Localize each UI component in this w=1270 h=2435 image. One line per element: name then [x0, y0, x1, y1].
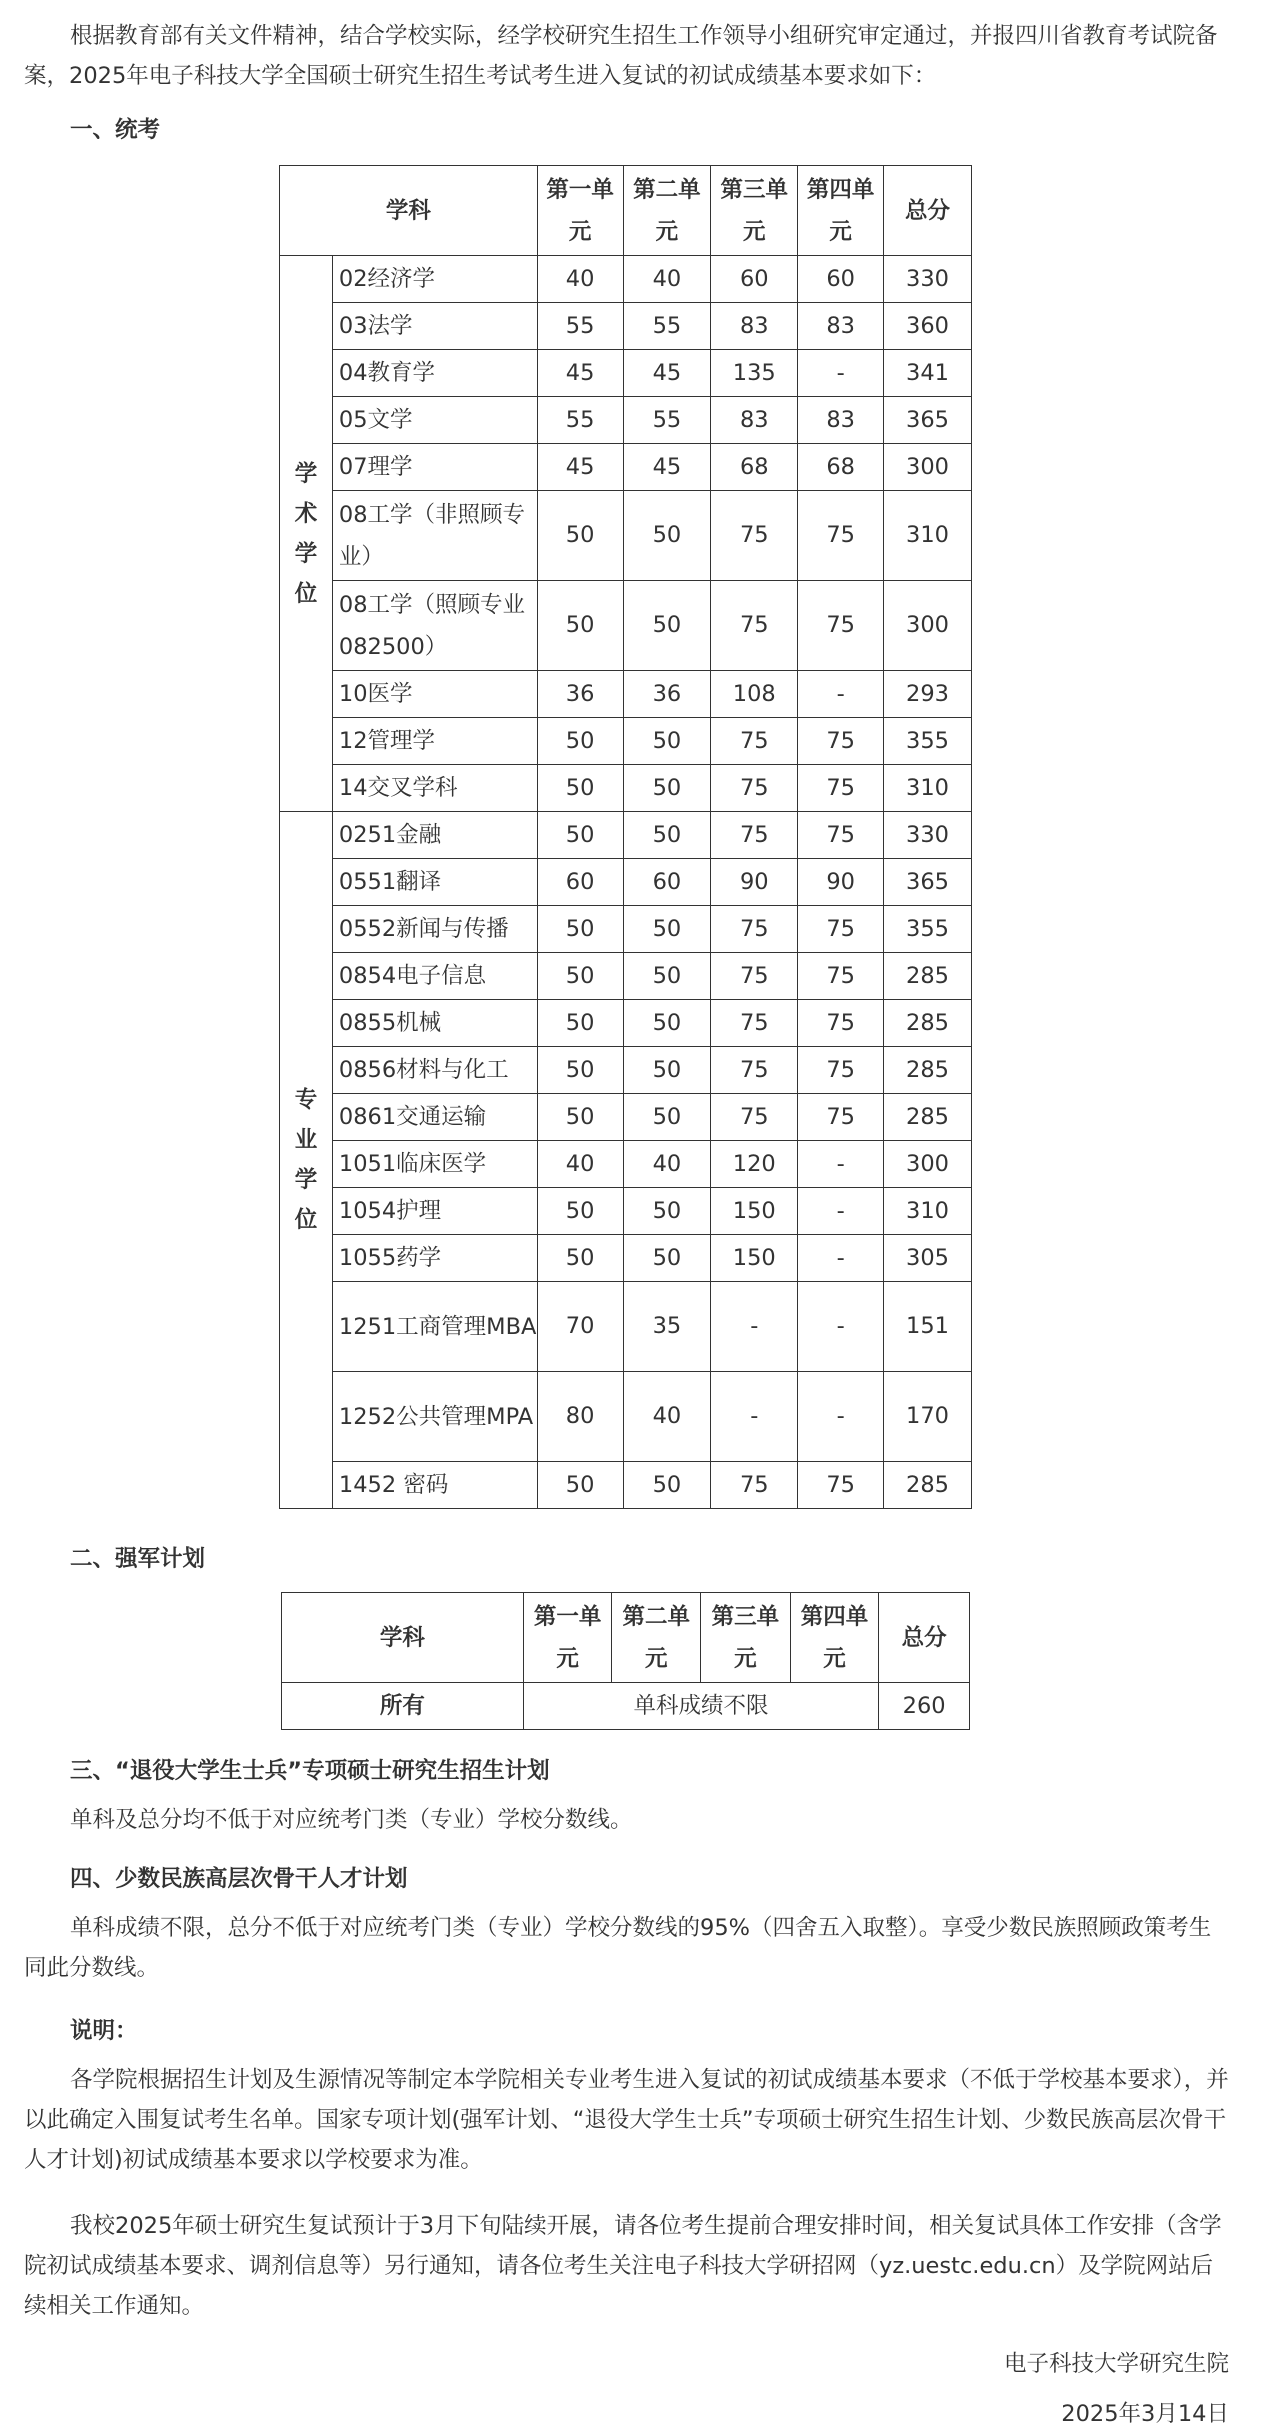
cell-unit3: 75: [711, 718, 798, 765]
cell-unit4: -: [798, 1372, 884, 1462]
cell-total: 300: [884, 1141, 972, 1188]
cell-unit2: 36: [623, 671, 711, 718]
cell-unit3: 75: [711, 1047, 798, 1094]
cell-unit2: 50: [623, 1235, 711, 1282]
cell-unit3: 83: [711, 397, 798, 444]
cell-unit4: 75: [798, 765, 884, 812]
cell-subject: 0552新闻与传播: [332, 906, 537, 953]
note-title: 说明：: [70, 2018, 138, 2044]
note-paragraph-1: 各学院根据招生计划及生源情况等制定本学院相关专业考生进入复试的初试成绩基本要求（不低于学校基本要求），并以此确定入围复试考生名单。国家专项计划(强军计划、“退役大学生士兵”专项硕士研究生招生计划、少数民族高层次骨干人才计划)初试成绩基本要求以学校要求为准。: [24, 2067, 1229, 2173]
cell-unit3: 75: [711, 491, 798, 581]
table-row: [280, 444, 972, 491]
cell-unit1: 70: [537, 1282, 623, 1372]
cell-subject: 1051临床医学: [332, 1141, 537, 1188]
cell-unit4: 75: [798, 1094, 884, 1141]
cell-total: 310: [884, 491, 972, 581]
cell-unit2: 50: [623, 1094, 711, 1141]
table-row: [280, 491, 972, 581]
cell-unit3: 75: [711, 1462, 798, 1509]
cell-subject: 0856材料与化工: [332, 1047, 537, 1094]
cell-unit1: 55: [537, 303, 623, 350]
cell-subject: 1054护理: [332, 1188, 537, 1235]
cell-subject: 14交叉学科: [332, 765, 537, 812]
cell-unit1: 50: [537, 1047, 623, 1094]
cell-unit1: 55: [537, 397, 623, 444]
cell-total: 355: [884, 718, 972, 765]
header-unit2: 第二单元: [612, 1593, 701, 1683]
cell-unit2: 55: [623, 397, 711, 444]
table-row: [280, 350, 972, 397]
cell-total: 285: [884, 1047, 972, 1094]
header-unit3: 第三单元: [701, 1593, 791, 1683]
table-header-row: [282, 1593, 970, 1683]
cell-subject: 0551翻译: [332, 859, 537, 906]
cell-unit4: 83: [798, 303, 884, 350]
cell-total: 310: [884, 765, 972, 812]
section-2-title: 二、强军计划: [70, 1546, 206, 1572]
cell-unit1: 50: [537, 1000, 623, 1047]
section-4-text: 单科成绩不限，总分不低于对应统考门类（专业）学校分数线的95%（四舍五入取整）。享受少数民族照顾政策考生同此分数线。: [24, 1915, 1212, 1981]
cell-total: 170: [884, 1372, 972, 1462]
table-row: [280, 397, 972, 444]
cell-subject: 1452 密码: [332, 1462, 537, 1509]
table-row: [280, 765, 972, 812]
cell-total: 365: [884, 859, 972, 906]
group-professional: 专 业 学 位: [280, 812, 333, 1509]
cell-total: 285: [884, 1462, 972, 1509]
table-row: [280, 1188, 972, 1235]
cell-unit3: 60: [711, 256, 798, 303]
cell-subject: 07理学: [332, 444, 537, 491]
table-row: [280, 1047, 972, 1094]
cell-unit4: 75: [798, 1047, 884, 1094]
cell-unit1: 36: [537, 671, 623, 718]
cell-unit3: 108: [711, 671, 798, 718]
cell-unit1: 45: [537, 444, 623, 491]
note-paragraph-2: 我校2025年硕士研究生复试预计于3月下旬陆续开展，请各位考生提前合理安排时间，相关复试具体工作安排（含学院初试成绩基本要求、调剂信息等）另行通知，请各位考生关注电子科技大学研招网（yz.uestc.edu.cn）及学院网站后续相关工作通知。: [24, 2213, 1222, 2319]
cell-unit1: 50: [537, 765, 623, 812]
header-unit4: 第四单元: [798, 166, 884, 256]
cell-subject: 10医学: [332, 671, 537, 718]
cell-subject: 05文学: [332, 397, 537, 444]
section-3-title: 三、“退役大学生士兵”专项硕士研究生招生计划: [70, 1758, 550, 1784]
table-row: [280, 1000, 972, 1047]
cell-unit1: 40: [537, 256, 623, 303]
cell-unit4: 83: [798, 397, 884, 444]
cell-unit4: 75: [798, 491, 884, 581]
cell-total: 285: [884, 953, 972, 1000]
cell-unit4: -: [798, 1141, 884, 1188]
cell-subject: 02经济学: [332, 256, 537, 303]
cell-subject: 1055药学: [332, 1235, 537, 1282]
cell-unit4: -: [798, 671, 884, 718]
cell-unit2: 50: [623, 765, 711, 812]
cell-unit2: 45: [623, 350, 711, 397]
section-1-title: 一、统考: [70, 117, 161, 143]
cell-unit3: 75: [711, 812, 798, 859]
cell-unit1: 50: [537, 812, 623, 859]
cell-total: 151: [884, 1282, 972, 1372]
score-table-military: [281, 1592, 970, 1730]
cell-total: 365: [884, 397, 972, 444]
cell-unit1: 50: [537, 953, 623, 1000]
cell-total: 285: [884, 1094, 972, 1141]
cell-unit2: 35: [623, 1282, 711, 1372]
cell-unit4: 75: [798, 1462, 884, 1509]
cell-unit3: -: [711, 1282, 798, 1372]
cell-unit3: 75: [711, 953, 798, 1000]
cell-unit4: 75: [798, 581, 884, 671]
cell-unit4: 75: [798, 718, 884, 765]
section-4-title: 四、少数民族高层次骨干人才计划: [70, 1866, 408, 1892]
cell-unit3: 75: [711, 1000, 798, 1047]
table-header-row: [280, 166, 972, 256]
cell-unit3: -: [711, 1372, 798, 1462]
cell-unit1: 50: [537, 1462, 623, 1509]
cell-unit2: 40: [623, 256, 711, 303]
cell-unit3: 135: [711, 350, 798, 397]
table-row: [280, 581, 972, 671]
cell-unit3: 75: [711, 581, 798, 671]
cell-total: 300: [884, 444, 972, 491]
header-unit3: 第三单元: [711, 166, 798, 256]
cell-unit3: 150: [711, 1235, 798, 1282]
group-academic: 学 术 学 位: [280, 256, 333, 812]
cell-subject: 08工学（照顾专业082500）: [332, 581, 537, 671]
cell-total: 330: [884, 812, 972, 859]
cell-unit3: 150: [711, 1188, 798, 1235]
header-total: 总分: [884, 166, 972, 256]
cell-unit1: 50: [537, 581, 623, 671]
header-unit4: 第四单元: [790, 1593, 879, 1683]
table-row: [280, 718, 972, 765]
table-row: [280, 1094, 972, 1141]
cell-subject: 1251工商管理MBA: [332, 1282, 537, 1372]
table-row: [280, 303, 972, 350]
table-row: [282, 1683, 970, 1730]
cell-unit3: 75: [711, 765, 798, 812]
cell-unit2: 50: [623, 812, 711, 859]
header-unit1: 第一单元: [537, 166, 623, 256]
table-row: [280, 1462, 972, 1509]
cell-subject: 03法学: [332, 303, 537, 350]
header-unit1: 第一单元: [523, 1593, 612, 1683]
cell-subject: 1252公共管理MPA: [332, 1372, 537, 1462]
cell-unit4: -: [798, 1188, 884, 1235]
table-row: [280, 906, 972, 953]
cell-unit4: -: [798, 350, 884, 397]
cell-unit3: 75: [711, 1094, 798, 1141]
cell-subject: 0855机械: [332, 1000, 537, 1047]
table-row: [280, 812, 972, 859]
cell-unit2: 50: [623, 581, 711, 671]
table-row: [280, 671, 972, 718]
cell-total: 300: [884, 581, 972, 671]
header-subject: 学科: [280, 166, 538, 256]
header-total: 总分: [879, 1593, 970, 1683]
cell-unit2: 50: [623, 718, 711, 765]
cell-unit4: -: [798, 1282, 884, 1372]
cell-unit2: 50: [623, 953, 711, 1000]
cell-total: 310: [884, 1188, 972, 1235]
cell-total: 293: [884, 671, 972, 718]
cell-total: 305: [884, 1235, 972, 1282]
cell-subject: 0854电子信息: [332, 953, 537, 1000]
cell-unit2: 50: [623, 491, 711, 581]
cell-total: 360: [884, 303, 972, 350]
table-row: [280, 859, 972, 906]
cell-unit3: 120: [711, 1141, 798, 1188]
table-row: [280, 256, 972, 303]
cell-total: 285: [884, 1000, 972, 1047]
header-subject: 学科: [282, 1593, 524, 1683]
cell-total: 330: [884, 256, 972, 303]
cell-unit2: 50: [623, 1188, 711, 1235]
score-table-unified: [279, 165, 972, 1509]
cell-unit1: 60: [537, 859, 623, 906]
cell-total: 355: [884, 906, 972, 953]
cell-unit2: 50: [623, 1047, 711, 1094]
intro-paragraph: 根据教育部有关文件精神，结合学校实际，经学校研究生招生工作领导小组研究审定通过，并报四川省教育考试院备案，2025年电子科技大学全国硕士研究生招生考试考生进入复试的初试成绩基本要求如下：: [24, 23, 1218, 89]
table-row: [280, 1141, 972, 1188]
cell-total: 341: [884, 350, 972, 397]
cell-unit1: 50: [537, 1235, 623, 1282]
cell-unit2: 50: [623, 1000, 711, 1047]
cell-unit3: 75: [711, 906, 798, 953]
cell-unit4: 60: [798, 256, 884, 303]
cell-unit2: 55: [623, 303, 711, 350]
table-row: [280, 1235, 972, 1282]
section-3-text: 单科及总分均不低于对应统考门类（专业）学校分数线。: [70, 1807, 633, 1833]
cell-unit4: 90: [798, 859, 884, 906]
cell-subject: 0251金融: [332, 812, 537, 859]
signature: 电子科技大学研究生院: [1003, 2351, 1229, 2377]
cell-unit3: 90: [711, 859, 798, 906]
cell-unit4: 75: [798, 812, 884, 859]
cell-unit4: 75: [798, 1000, 884, 1047]
cell-unit4: 75: [798, 953, 884, 1000]
cell-unit4: 75: [798, 906, 884, 953]
table-row: [280, 1372, 972, 1462]
cell-unit2: 40: [623, 1141, 711, 1188]
cell-subject: 08工学（非照顾专业）: [332, 491, 537, 581]
cell-unit2: 50: [623, 1462, 711, 1509]
row-label: 所有: [282, 1683, 524, 1730]
cell-unit1: 50: [537, 1188, 623, 1235]
table-row: [280, 1282, 972, 1372]
cell-unit2: 40: [623, 1372, 711, 1462]
cell-unit1: 50: [537, 491, 623, 581]
date: 2025年3月14日: [1061, 2401, 1229, 2427]
cell-subject: 0861交通运输: [332, 1094, 537, 1141]
row-note: 单科成绩不限: [523, 1683, 879, 1730]
cell-unit1: 45: [537, 350, 623, 397]
cell-unit1: 40: [537, 1141, 623, 1188]
cell-unit2: 45: [623, 444, 711, 491]
row-total: 260: [879, 1683, 970, 1730]
cell-unit4: 68: [798, 444, 884, 491]
cell-unit4: -: [798, 1235, 884, 1282]
cell-subject: 12管理学: [332, 718, 537, 765]
cell-unit2: 50: [623, 906, 711, 953]
cell-unit1: 50: [537, 906, 623, 953]
cell-unit3: 68: [711, 444, 798, 491]
cell-subject: 04教育学: [332, 350, 537, 397]
header-unit2: 第二单元: [623, 166, 711, 256]
cell-unit1: 80: [537, 1372, 623, 1462]
table-row: [280, 953, 972, 1000]
cell-unit1: 50: [537, 1094, 623, 1141]
cell-unit3: 83: [711, 303, 798, 350]
cell-unit2: 60: [623, 859, 711, 906]
cell-unit1: 50: [537, 718, 623, 765]
